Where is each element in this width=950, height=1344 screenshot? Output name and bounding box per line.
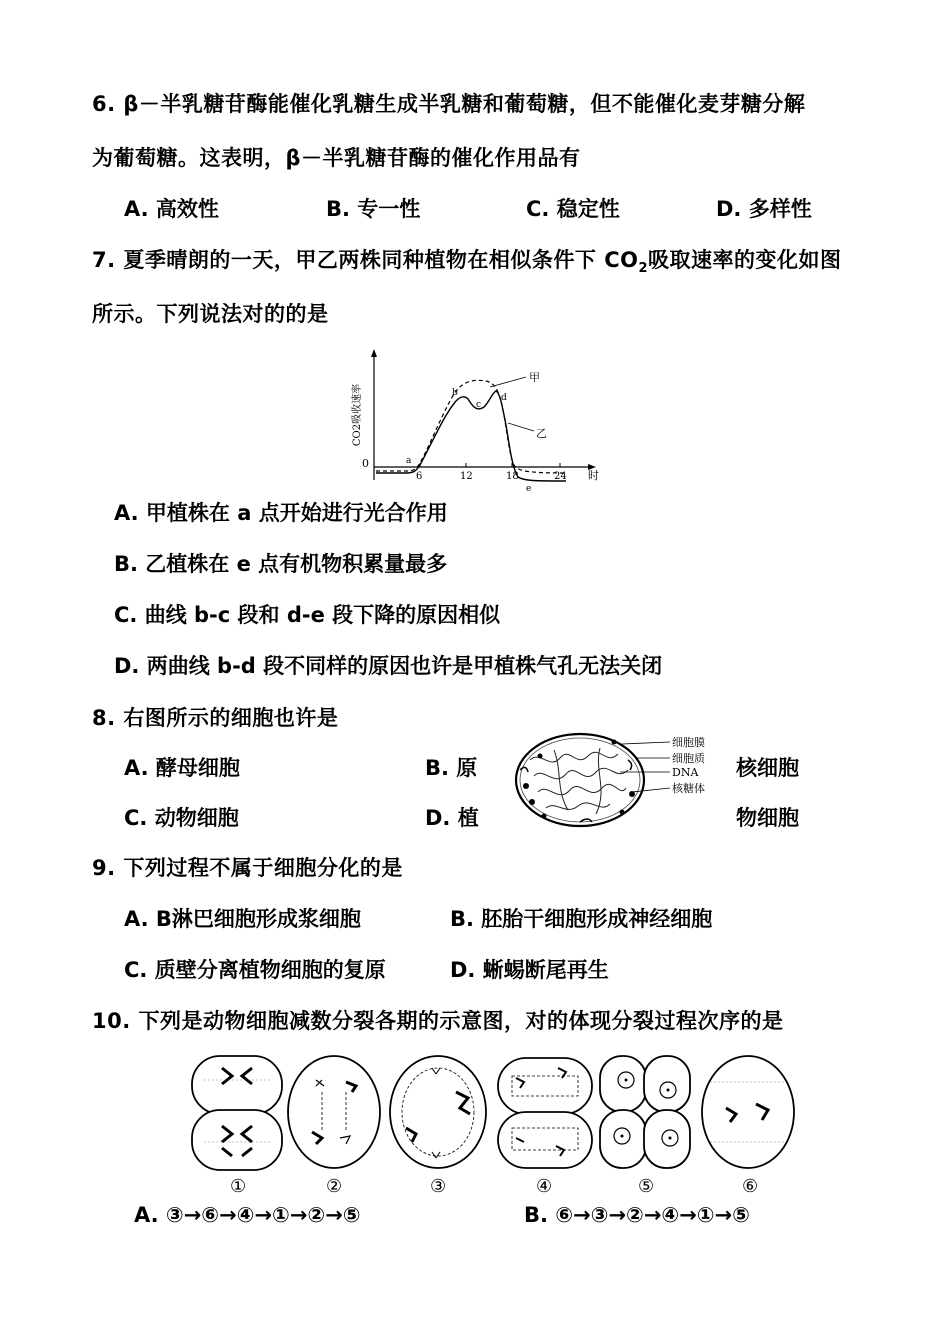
cell-5 xyxy=(600,1056,690,1168)
q8-cell-diagram xyxy=(510,730,732,832)
q6-option-d[interactable]: D. 多样性 xyxy=(716,197,812,221)
figure-label-6: ⑥ xyxy=(742,1176,759,1197)
label-membrane: 细胞膜 xyxy=(672,736,705,749)
q6-option-b[interactable]: B. 专一性 xyxy=(326,197,421,221)
q6-stem-line1: 6. β－半乳糖苷酶能催化乳糖生成半乳糖和葡萄糖，但不能催化麦芽糖分解 xyxy=(92,92,806,116)
q9-option-c[interactable]: C. 质壁分离植物细胞的复原 xyxy=(124,958,386,982)
q9-option-a[interactable]: A. B淋巴细胞形成浆细胞 xyxy=(124,907,361,931)
ribosome xyxy=(523,783,529,789)
q10-meiosis-figure xyxy=(186,1052,806,1197)
q6-option-a[interactable]: A. 高效性 xyxy=(124,197,219,221)
point-e: e xyxy=(526,484,532,494)
point-c: c xyxy=(476,400,482,410)
label-dna: DNA xyxy=(672,766,699,779)
cell-2 xyxy=(288,1056,380,1168)
tick-label-24: 24 xyxy=(554,471,567,482)
q8-option-c[interactable]: C. 动物细胞 xyxy=(124,806,239,830)
label-cytoplasm: 细胞质 xyxy=(672,752,705,765)
label-ribosome: 核糖体 xyxy=(672,782,705,795)
q10-option-b[interactable]: B. ⑥→③→②→④→①→⑤ xyxy=(524,1203,750,1227)
figure-label-5: ⑤ xyxy=(638,1176,655,1197)
cell-6 xyxy=(702,1056,794,1168)
cell-3 xyxy=(390,1056,486,1168)
series-label-yi: 乙 xyxy=(536,427,547,440)
tick-label-18: 18 xyxy=(506,471,519,482)
figure-label-1: ① xyxy=(230,1176,247,1197)
q7-co2-graph xyxy=(340,345,610,495)
tick-label-6: 6 xyxy=(416,471,423,482)
ribosome xyxy=(612,740,617,745)
q8-stem: 8. 右图所示的细胞也许是 xyxy=(92,706,339,730)
leader-jia xyxy=(490,377,526,387)
point-a: a xyxy=(406,456,412,466)
point-d: d xyxy=(501,393,507,403)
figure-label-3: ③ xyxy=(430,1176,447,1197)
y-axis-label: CO2吸收速率 xyxy=(352,383,363,447)
leader-membrane xyxy=(622,742,670,744)
x-unit-label: 时 xyxy=(588,469,599,482)
q7-option-d[interactable]: D. 两曲线 b-d 段不同样的原因也许是甲植株气孔无法关闭 xyxy=(114,654,663,678)
q10-stem: 10. 下列是动物细胞减数分裂各期的示意图，对的体现分裂过程次序的是 xyxy=(92,1009,784,1033)
ribosome xyxy=(538,754,543,759)
q6-stem-line2: 为葡萄糖。这表明，β－半乳糖苷酶的催化作用品有 xyxy=(92,146,581,170)
tick-label-12: 12 xyxy=(460,471,473,482)
cell-membrane xyxy=(516,734,644,826)
ribosome xyxy=(620,810,625,815)
q9-stem: 9. 下列过程不属于细胞分化的是 xyxy=(92,856,403,880)
q7-option-b[interactable]: B. 乙植株在 e 点有机物积累量最多 xyxy=(114,552,448,576)
figure-label-2: ② xyxy=(326,1176,343,1197)
q9-option-d[interactable]: D. 蜥蜴断尾再生 xyxy=(450,958,609,982)
q7-option-a[interactable]: A. 甲植株在 a 点开始进行光合作用 xyxy=(114,501,448,525)
q7-stem-line2: 所示。下列说法对的的是 xyxy=(92,302,329,326)
q8-option-d-part2[interactable]: 物细胞 xyxy=(736,806,799,830)
q8-option-b-part1[interactable]: B. 原 xyxy=(425,756,478,780)
series-label-jia: 甲 xyxy=(529,371,540,384)
ribosome xyxy=(529,799,535,805)
q7-stem-line1 xyxy=(92,244,842,276)
figure-label-4: ④ xyxy=(536,1176,553,1197)
y-axis-arrow xyxy=(371,349,377,357)
q8-option-d-part1[interactable]: D. 植 xyxy=(425,806,479,830)
zero-label: 0 xyxy=(362,457,369,470)
q8-option-b-part2[interactable]: 核细胞 xyxy=(736,756,799,780)
cell-4 xyxy=(498,1058,592,1168)
leader-yi xyxy=(508,423,534,431)
q7-stem-text: 7. 夏季晴朗的一天，甲乙两株同种植物在相似条件下 CO xyxy=(92,248,639,272)
cell-1 xyxy=(192,1056,282,1170)
q7-stem-text-end: 吸取速率的变化如图 xyxy=(648,248,842,272)
q7-subscript: 2 xyxy=(638,261,649,277)
q7-option-c[interactable]: C. 曲线 b-c 段和 d-e 段下降的原因相似 xyxy=(114,603,501,627)
point-b: b xyxy=(452,388,458,398)
q6-option-c[interactable]: C. 稳定性 xyxy=(526,197,620,221)
q8-option-a[interactable]: A. 酵母细胞 xyxy=(124,756,240,780)
ribosome xyxy=(542,814,547,819)
q10-option-a[interactable]: A. ③→⑥→④→①→②→⑤ xyxy=(134,1203,361,1227)
q9-option-b[interactable]: B. 胚胎干细胞形成神经细胞 xyxy=(450,907,713,931)
